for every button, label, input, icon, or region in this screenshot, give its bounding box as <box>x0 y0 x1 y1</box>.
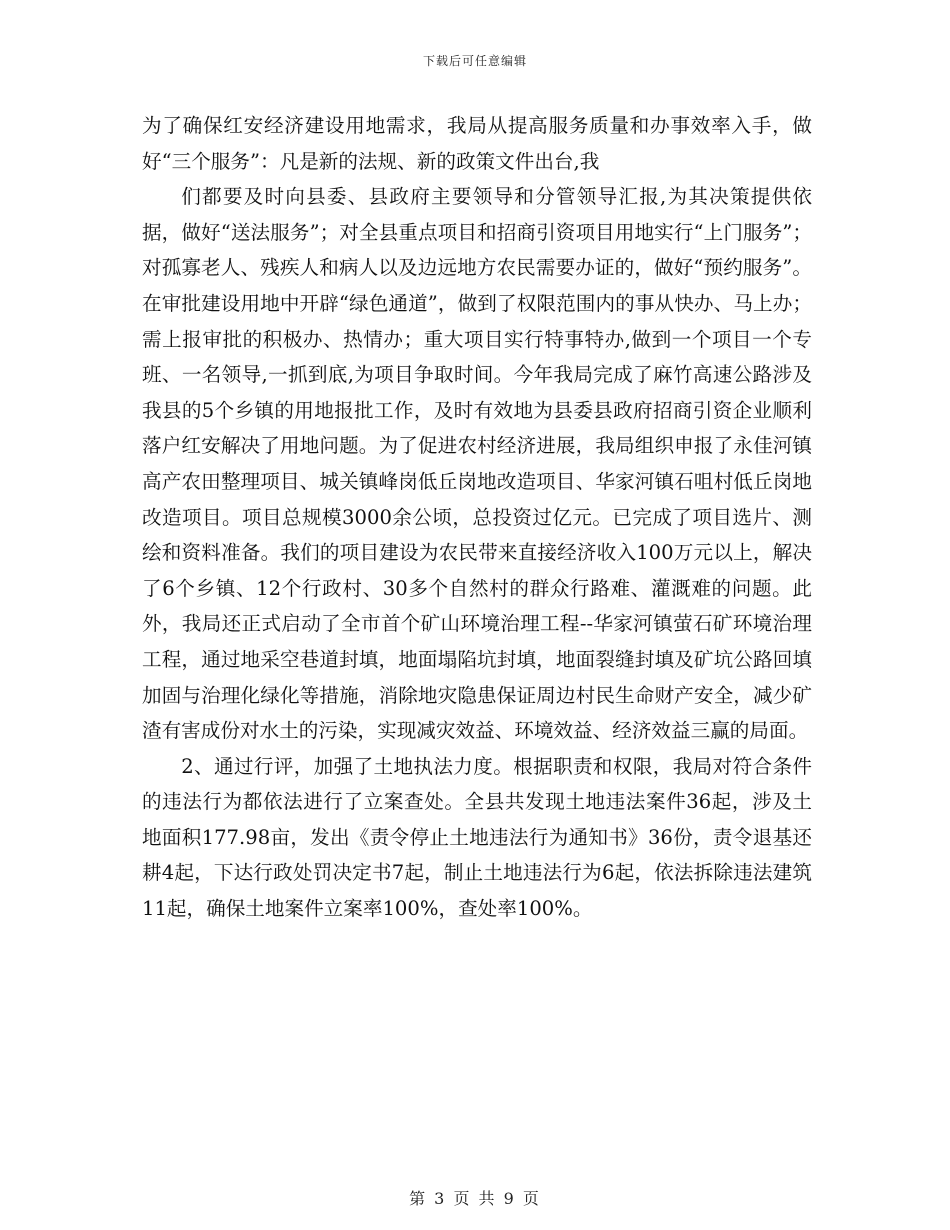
paragraph-3: 2、通过行评，加强了土地执法力度。根据职责和权限，我局对符合条件的违法行为都依法进行了立案查处。全县共发现土地违法案件36起，涉及土地面积177.98亩，发出《责令停止土地违法行为通知书》36份，责令退基还耕4起，下达行政处罚决定书7起，制止土地违法行为6起，依法拆除违法建筑11起，确保土地案件立案率100%，查处率100%。 <box>142 754 812 921</box>
paragraph-2: 们都要及时向县委、县政府主要领导和分管领导汇报,为其决策提供依据，做好“送法服务”；对全县重点项目和招商引资项目用地实行“上门服务”；对孤寡老人、残疾人和病人以及边远地方农民需要办证的，做好“预约服务”。在审批建设用地中开辟“绿色通道”，做到了权限范围内的事从快办、马上办；需上报审批的积极办、热情办；重大项目实行特事特办,做到一个项目一个专班、一名领导,一抓到底,为项目争取时间。今年我局完成了麻竹高速公路涉及我县的5个乡镇的用地报批工作，及时有效地为县委县政府招商引资企业顺利落户红安解决了用地问题。为了促进农村经济进展，我局组织申报了永佳河镇高产农田整理项目、城关镇峰岗低丘岗地改造项目、华家河镇石咀村低丘岗地改造项目。项目总规模3000余公顷，总投资过亿元。已完成了项目选片、测绘和资料准备。我们的项目建设为农民带来直接经济收入100万元以上，解决了6个乡镇、12个行政村、30多个自然村的群众行路难、灌溉难的问题。此外，我局还正式启动了全市首个矿山环境治理工程--华家河镇萤石矿环境治理工程，通过地采空巷道封填，地面塌陷坑封填，地面裂缝封填及矿坑公路回填加固与治理化绿化等措施，消除地灾隐患保证周边村民生命财产安全，减少矿渣有害成份对水土的污染，实现减灾效益、环境效益、经济效益三赢的局面。 <box>142 185 812 743</box>
page-header: 下载后可任意编辑 <box>422 54 527 68</box>
paragraph-1: 为了确保红安经济建设用地需求，我局从提高服务质量和办事效率入手，做好“三个服务”：凡是新的法规、新的政策文件出台,我 <box>142 114 812 173</box>
document-body <box>142 108 812 927</box>
page-footer: 第 3 页 共 9 页 <box>409 1189 541 1208</box>
